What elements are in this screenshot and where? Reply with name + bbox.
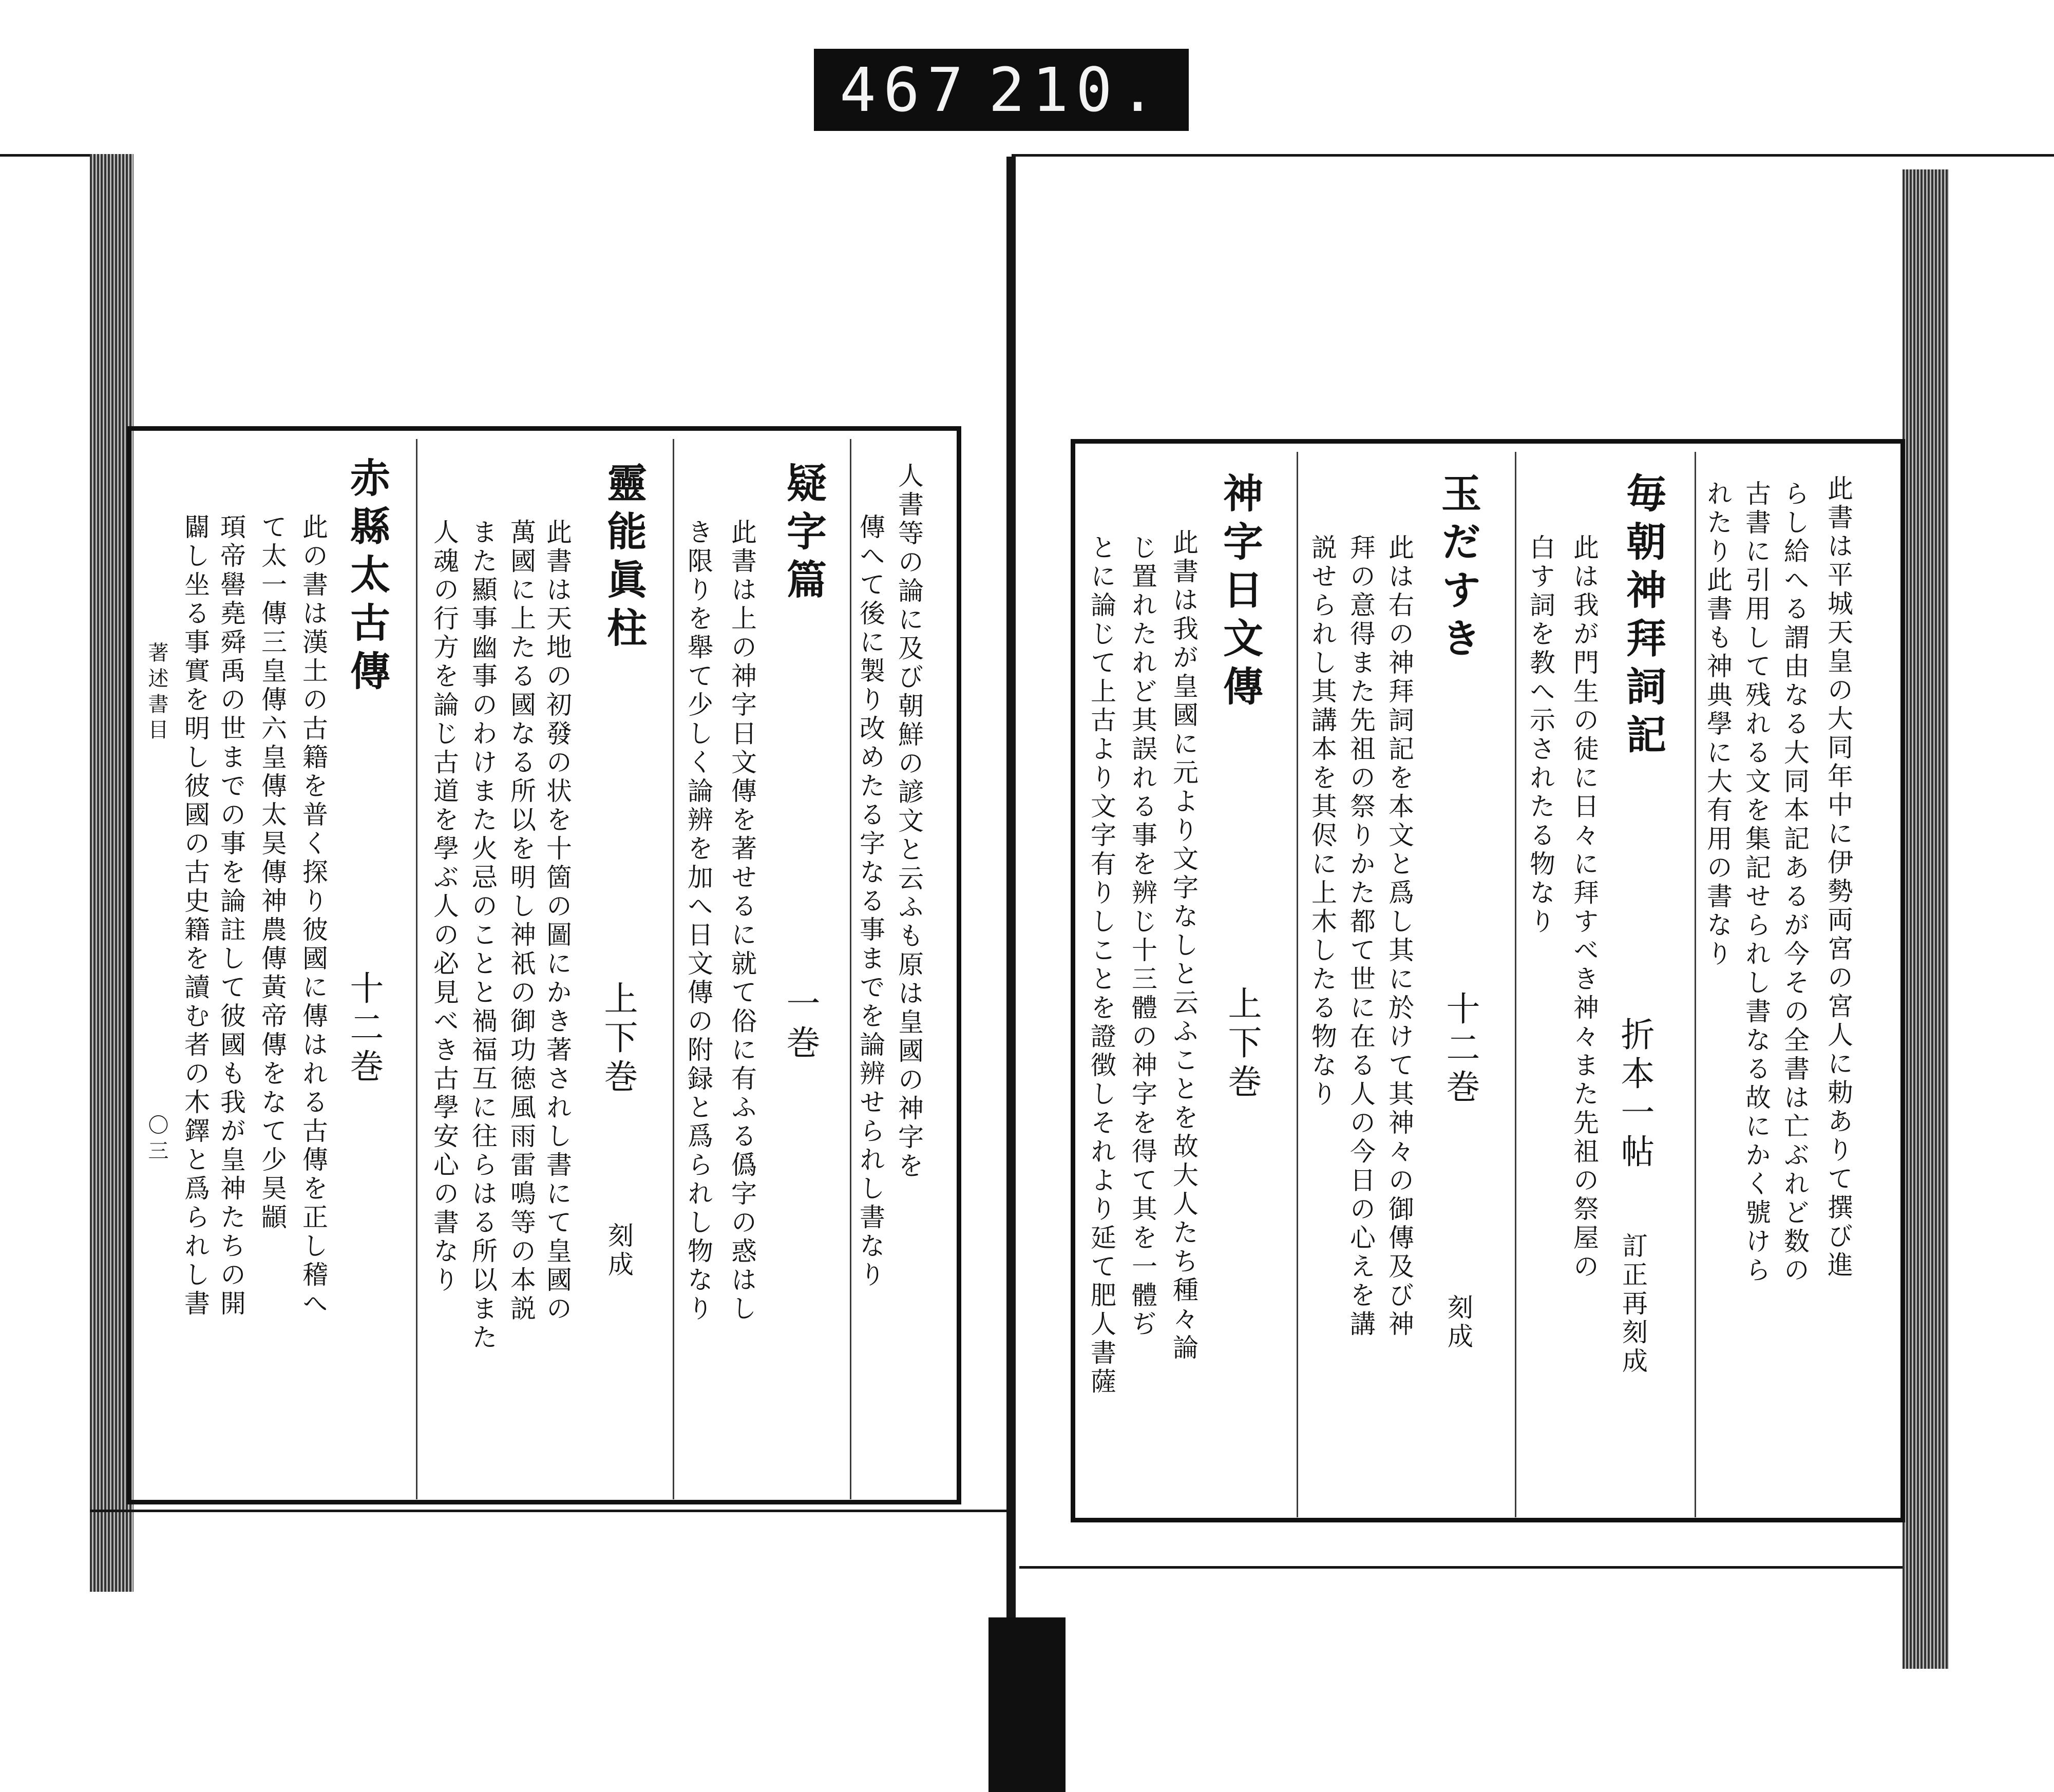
left-entry3-title: 靈能眞柱 — [600, 462, 647, 655]
right-entry2-volume: 折本一帖 — [1615, 1017, 1654, 1173]
right-entry3-line2: 拜の意得また先祖の祭りかた都て世に在る人の今日の心えを講 — [1346, 534, 1376, 1339]
right-entry3-line1: 此は右の神拜詞記を本文と爲し其に於けて其神々の御傳及び神 — [1384, 534, 1414, 1339]
left-entry2-line2: き限りを舉て少しく論辨を加へ日文傳の附録と爲られし物なり — [683, 519, 713, 1324]
margin-page-number: 〇三 — [145, 1114, 168, 1166]
right-entry3-volume: 十二巻 — [1440, 991, 1480, 1108]
left-entry4-line1: 此の書は漢土の古籍を普く探り彼國に傳はれる古傳を正し稽へ — [298, 513, 328, 1319]
left-entry4-line4: 闢し坐る事實を明し彼國の古史籍を讀む者の木鐸と爲られし書 — [180, 513, 210, 1319]
left-column-rule-1 — [850, 439, 851, 1499]
left-column-rule-3 — [416, 439, 417, 1499]
right-entry4-volume: 上下巻 — [1222, 986, 1262, 1103]
right-entry4-line1: 此書は我が皇國に元より文字なしと云ふことを故大人たち種々論 — [1169, 529, 1199, 1363]
left-entry3-line2: 萬國に上たる國なる所以を明し神祇の御功徳風雨雷鳴等の本説 — [506, 519, 536, 1324]
right-column-rule-1 — [1695, 452, 1696, 1517]
binding-clip — [988, 1617, 1066, 1792]
left-entry3-status: 刻成 — [604, 1222, 634, 1280]
frame-number-right: 210. — [988, 54, 1163, 125]
right-entry1-line4: れたり此書も神典學に大有用の書なり — [1703, 480, 1733, 969]
left-entry3-volume: 上下巻 — [598, 981, 638, 1098]
right-page-edge — [1903, 169, 1949, 1669]
right-entry1-line3: 古書に引用して残れる文を集記せられし書なる故にかく號けら — [1741, 480, 1771, 1285]
right-entry4-title: 神字日文傳 — [1216, 472, 1263, 714]
book-spine — [1006, 157, 1016, 1620]
right-entry4-line3: とに論じて上古より文字有りしことを證徴しそれより延て肥人書薩 — [1087, 534, 1116, 1397]
margin-section-title: 著述書目 — [145, 642, 168, 745]
left-entry2-volume: 一巻 — [781, 986, 820, 1064]
right-entry3-line3: 説せられし其講本を其侭に上木したる物なり — [1307, 534, 1337, 1109]
left-entry4-line2: て太一傳三皇傳六皇傳太昊傳神農傳黃帝傳をなて少昊顓 — [257, 513, 287, 1232]
right-column-rule-3 — [1297, 452, 1298, 1517]
left-entry3-line3: また顯事幽事のわけまた火忌のことと禍福互に往らはる所以また — [468, 519, 498, 1352]
left-entry2-title: 疑字篇 — [780, 462, 827, 607]
frame-number-label — [814, 49, 1189, 131]
right-entry2-line2: 白す詞を教へ示されたる物なり — [1526, 534, 1555, 937]
right-entry3-status: 刻成 — [1443, 1294, 1473, 1351]
left-entry4-line3: 頊帝嚳堯舜禹の世までの事を論註して彼國も我が皇神たちの開 — [216, 513, 246, 1319]
left-entry1-line2: 傳へて後に製り改めたる字なる事までを論辨せられし書なり — [855, 513, 885, 1290]
right-entry1-line1: 此書は平城天皇の大同年中に伊勢両宮の宮人に勅ありて撰び進 — [1823, 475, 1853, 1280]
left-entry1-line1: 人書等の論に及び朝鮮の諺文と云ふも原は皇國の神字を — [894, 462, 924, 1181]
left-entry3-line4: 人魂の行方を論じ古道を學ぶ人の必見べき古學安心の書なり — [429, 519, 459, 1295]
right-entry2-title: 毎朝神拜詞記 — [1620, 472, 1666, 762]
right-entry4-line2: じ置れたれど其誤れる事を辨じ十三體の神字を得て其を一體ぢ — [1128, 534, 1157, 1339]
right-entry2-line1: 此は我が門生の徒に日々に拜すべき神々また先祖の祭屋の — [1569, 534, 1599, 1282]
right-column-rule-2 — [1515, 452, 1516, 1517]
right-page-bottom-edge — [1019, 1566, 1903, 1569]
left-entry4-volume: 十二巻 — [344, 970, 384, 1088]
left-column-rule-2 — [673, 439, 674, 1499]
right-entry3-title: 玉だすき — [1435, 472, 1481, 665]
left-entry2-line1: 此書は上の神字日文傳を著せるに就て俗に有ふる僞字の惑はし — [727, 519, 757, 1324]
left-entry3-line1: 此書は天地の初發の状を十箇の圖にかき著されし書にて皇國の — [542, 519, 572, 1324]
left-entry4-title: 赤縣太古傳 — [344, 457, 390, 698]
frame-number-left: 467 — [840, 54, 971, 125]
right-entry1-line2: らし給へる謂由なる大同本記あるが今その全書は亡ぶれど数の — [1780, 480, 1810, 1285]
left-page-bottom-edge — [90, 1510, 1012, 1512]
right-entry2-status: 訂正再刻成 — [1618, 1232, 1648, 1376]
